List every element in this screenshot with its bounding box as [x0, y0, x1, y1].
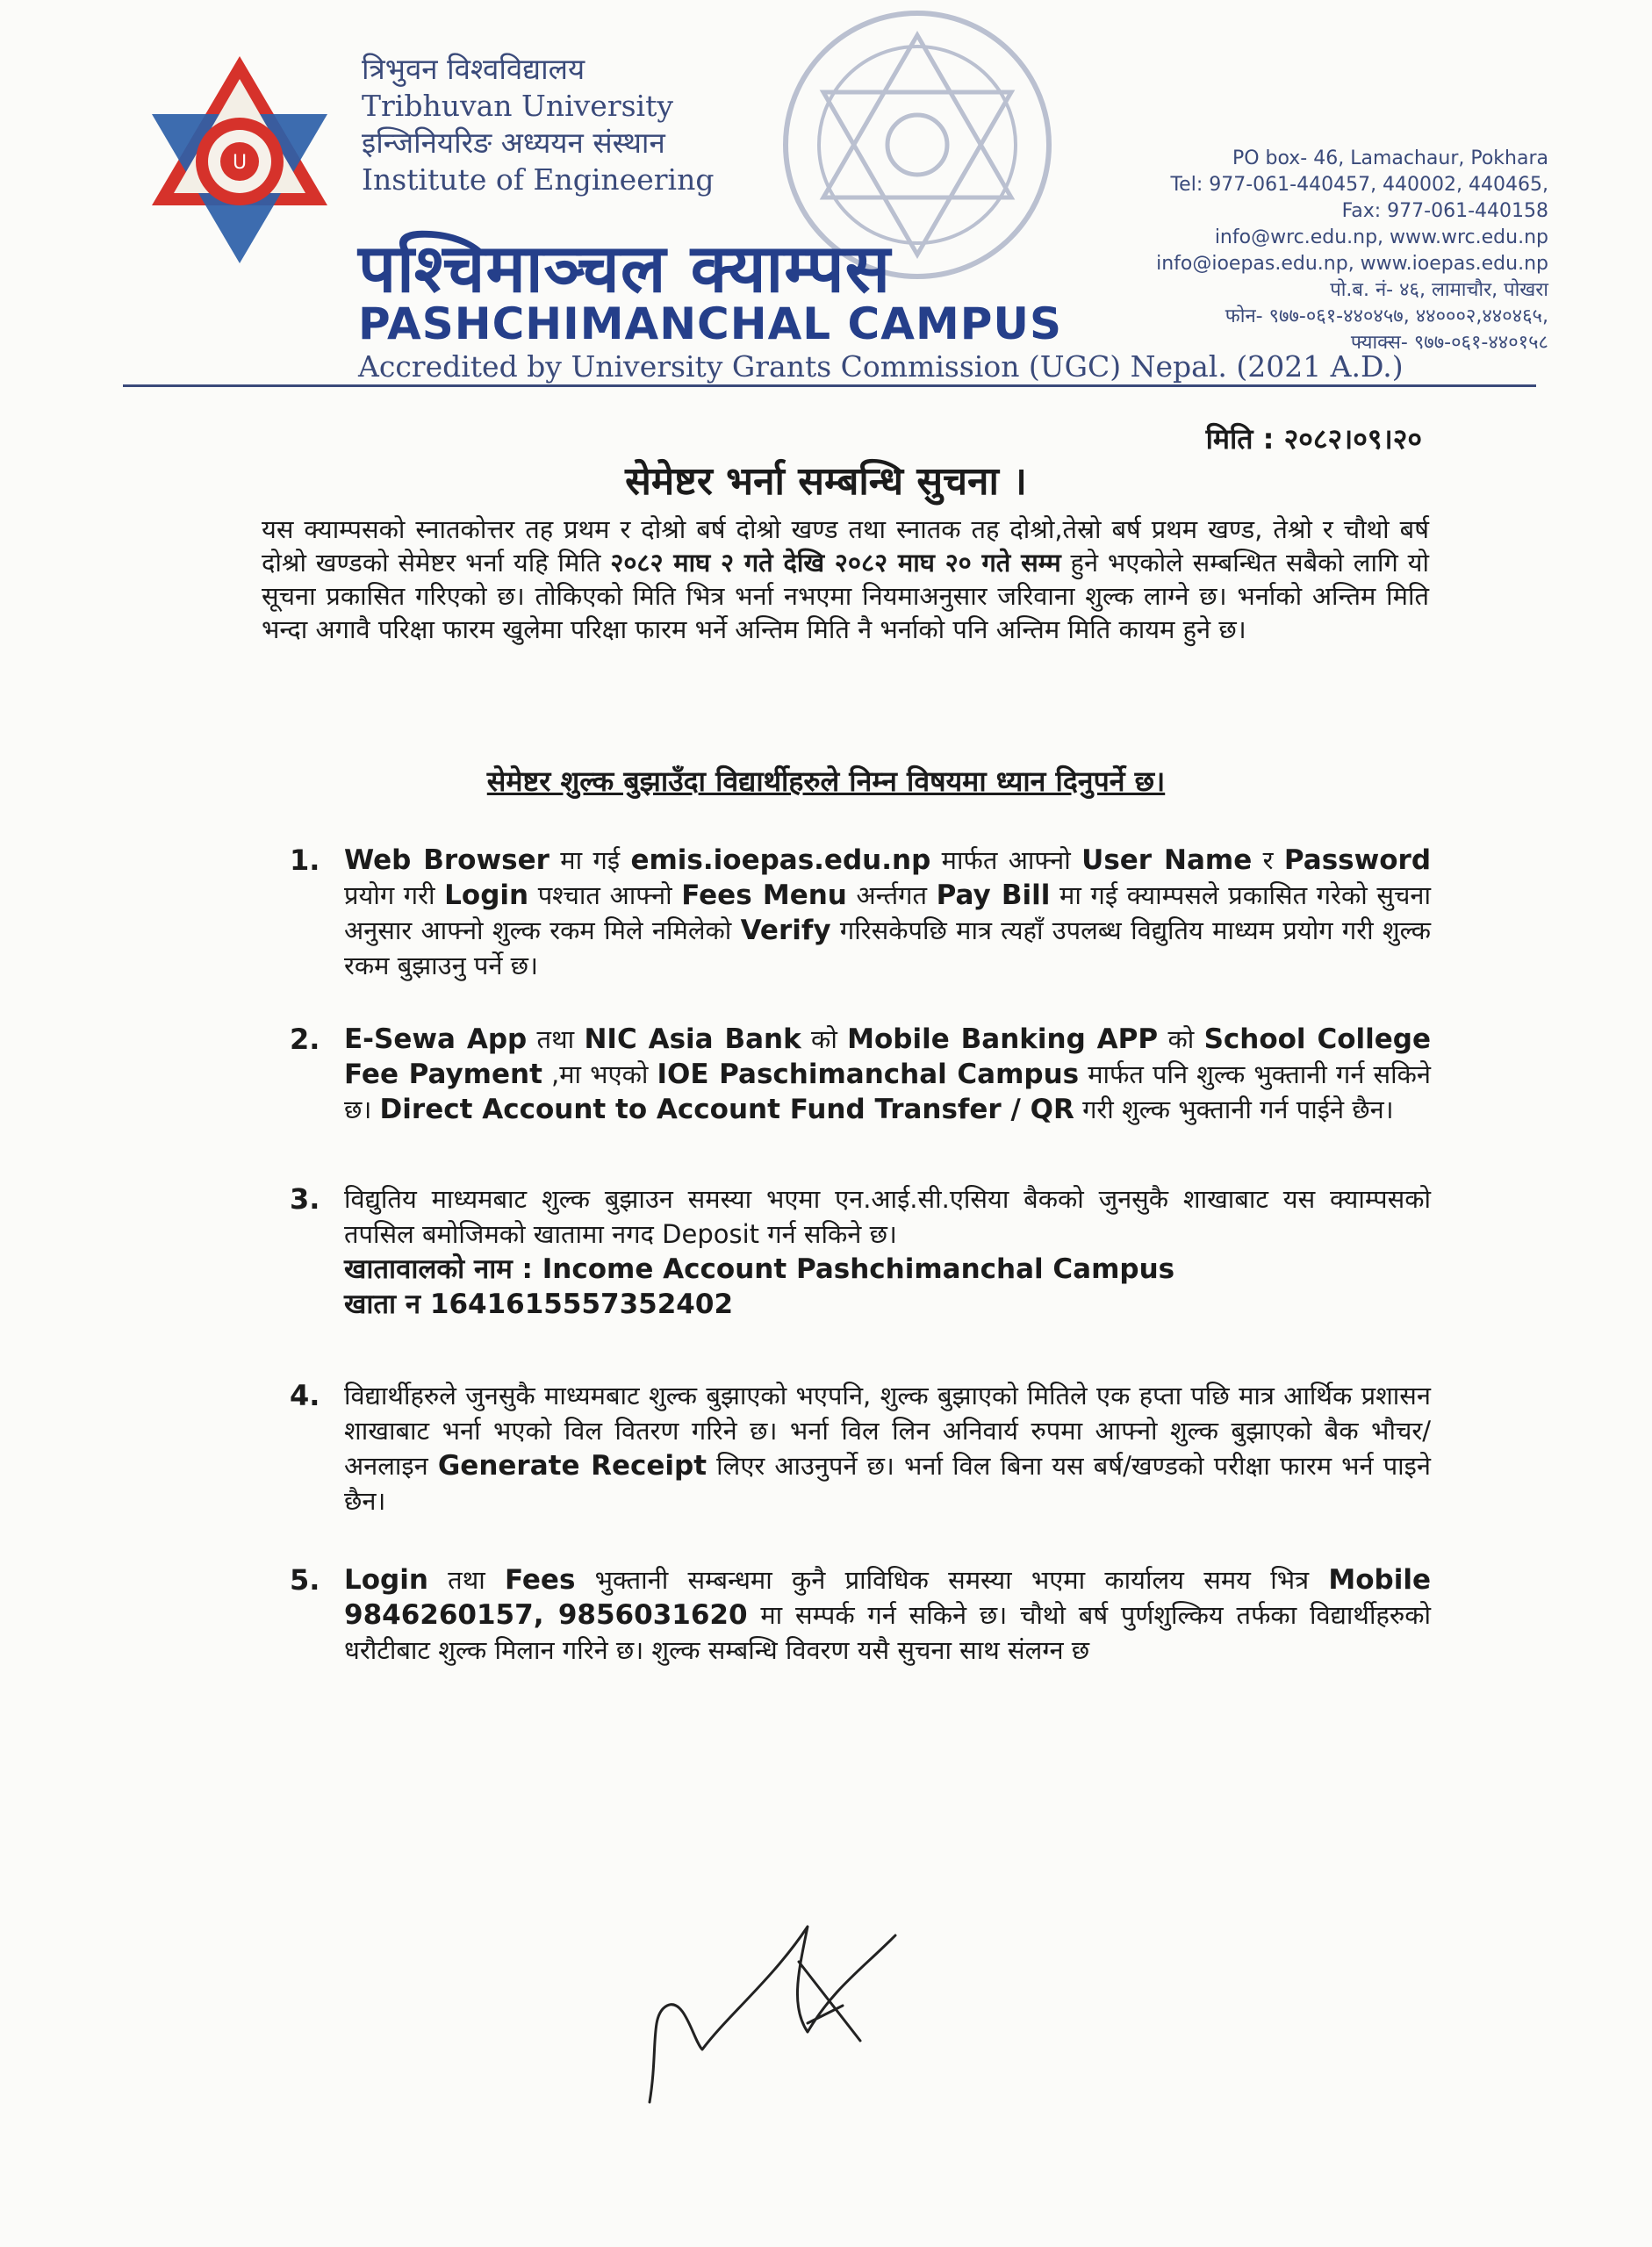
item-text: Password — [1283, 844, 1432, 876]
item-text: User Name — [1081, 844, 1253, 876]
item-text: विद्युतिय माध्यमबाट शुल्क बुझाउन समस्या भएमा एन.आई.सी.एसिया बैकको जुनसुकै शाखाबाट यस क्याम्पसको तपसिल बमोजिमको खातामा नगद Deposit गर्न सकिने छ। — [344, 1184, 1431, 1249]
campus-name-en: PASHCHIMANCHAL CAMPUS — [358, 298, 1062, 349]
account-number-value: 1641615557352402 — [429, 1289, 734, 1320]
item-text: मार्फत आफ्नो — [930, 845, 1082, 875]
item-text: मा सम्पर्क गर्न सकिने छ। चौथो बर्ष पुर्णशुल्किय तर्फका विद्यार्थीहरुको धरौटीबाट शुल्क मिलान गरिने छ। शुल्क सम्बन्धि विवरण यसै सुचना साथ संलग्न छ — [344, 1600, 1431, 1665]
intro-text: हुने भएकोले सम्बन्धित सबैको लागि यो सूचना प्रकासित गरिएको छ। तोकिएको मिति भित्र भर्ना नभएमा नियमाअनुसार जरिवाना शुल्क लाग्ने छ। भर्नाको अन्तिम मिति भन्दा अगावै परिक्षा फारम खुलेमा परिक्षा फारम भर्ने अन्तिम मिति नै भर्नाको पनि अन्तिम मिति कायम हुने छ। — [262, 548, 1429, 644]
contact-block — [1156, 146, 1548, 356]
item-text: Pay Bill — [936, 879, 1051, 911]
contact-line: info@wrc.edu.np, www.wrc.edu.np — [1214, 226, 1548, 248]
item-text: भुक्तानी सम्बन्धमा कुनै प्राविधिक समस्या भएमा कार्यालय समय भित्र — [575, 1565, 1329, 1595]
item-text: को — [801, 1024, 848, 1054]
account-name-label: खातावालको नाम : — [344, 1253, 542, 1285]
item-text: गरी शुल्क भुक्तानी गर्न पाईने छैन। — [1074, 1095, 1394, 1124]
item-text: प्रयोग गरी — [344, 880, 445, 910]
item-text: पश्चात आफ्नो — [528, 880, 682, 910]
item-text: Direct Account to Account Fund Transfer / QR — [379, 1094, 1074, 1125]
item-text: तथा — [427, 1565, 505, 1595]
list-item — [290, 843, 1431, 983]
item-text: मा गई — [549, 845, 631, 875]
item-number: 1. — [290, 844, 320, 877]
contact-line: info@ioepas.edu.np, www.ioepas.edu.np — [1156, 253, 1548, 275]
emis-link-text: emis.ioepas.edu.np — [630, 844, 931, 876]
accreditation-line: Accredited by University Grants Commission (UGC) Nepal. (2021 A.D.) — [358, 349, 1404, 384]
university-name-block — [362, 51, 818, 198]
intro-text: यस क्याम्पसको स्नातकोत्तर तह प्रथम र दोश्रो बर्ष दोश्रो खण्ड तथा स्नातक तह दोश्रो,तेस्रो बर्ष प्रथम खण्ड, तेश्रो र चौथो बर्ष दोश्रो खण्डको सेमेष्टर भर्ना यहि मिति — [262, 514, 1429, 578]
instructions-list — [290, 843, 1431, 1668]
item-text: Login — [444, 879, 529, 911]
item-text: Web Browser — [344, 844, 549, 876]
item-text: Mobile Banking APP — [847, 1023, 1159, 1055]
intro-date-range: २०८२ माघ २ गते देखि २०८२ माघ २० गते सम्म — [610, 548, 1061, 578]
instructions-heading: सेमेष्टर शुल्क बुझाउँदा विद्यार्थीहरुले निम्न विषयमा ध्यान दिनुपर्ने छ। — [486, 765, 1166, 798]
item-text: लिएर आउनुपर्ने छ। भर्ना विल बिना यस बर्ष/खण्डको परीक्षा फारम भर्न पाइने छैन। — [344, 1451, 1432, 1516]
list-item — [290, 1181, 1431, 1322]
account-name-value: Income Account Pashchimanchal Campus — [542, 1253, 1175, 1285]
item-text: Verify — [740, 915, 831, 946]
mobile-numbers: Mobile 9846260157, 9856031620 — [344, 1564, 1431, 1631]
list-item — [290, 1562, 1431, 1668]
item-text: र — [1252, 845, 1284, 875]
contact-line: Fax: 977-061-440158 — [1341, 200, 1548, 222]
item-text: E-Sewa App — [344, 1023, 528, 1055]
item-number: 3. — [290, 1182, 320, 1216]
item-text: Fees — [504, 1564, 576, 1596]
item-text: Generate Receipt — [437, 1450, 707, 1482]
contact-line: पो.ब. नं- ४६, लामाचौर, पोखरा — [1330, 279, 1548, 301]
institute-name-en: Institute of Engineering — [362, 162, 715, 197]
tribhuvan-university-logo — [147, 54, 332, 265]
contact-line: फोन- ९७७-०६१-४४०४५७, ४४०००२,४४०४६५, — [1225, 305, 1548, 327]
notice-date: मिति : २०८२।०९।२० — [1205, 422, 1422, 456]
notice-title: सेमेष्टर भर्ना सम्बन्धि सुचना । — [625, 459, 1027, 504]
header-divider — [123, 384, 1536, 387]
item-text: मार्फत पनि शुल्क भुक्तानी गर्न सकिने छ। — [344, 1059, 1431, 1124]
item-number: 2. — [290, 1023, 320, 1056]
item-text: विद्यार्थीहरुले जुनसुकै माध्यमबाट शुल्क बुझाएको भएपनि, शुल्क बुझाएको मितिले एक हप्ता पछि मात्र आर्थिक प्रशासन शाखाबाट भर्ना भएको विल वितरण गरिने छ। भर्ना विल लिन अनिवार्य रुपमा आफ्नो शुल्क बुझाएको बैक भौचर/अनलाइन — [344, 1381, 1431, 1481]
item-text: NIC Asia Bank — [584, 1023, 801, 1055]
item-text: तथा — [527, 1024, 585, 1054]
campus-name-np: पश्चिमाञ्चल क्याम्पस — [358, 229, 892, 307]
item-text: अर्न्तगत — [846, 880, 937, 910]
intro-paragraph — [262, 513, 1429, 646]
item-number: 4. — [290, 1379, 320, 1412]
item-text: Fees Menu — [681, 879, 847, 911]
signature — [632, 1909, 913, 2120]
contact-line: Tel: 977-061-440457, 440002, 440465, — [1170, 174, 1548, 196]
item-text: को — [1158, 1024, 1204, 1054]
list-item — [290, 1022, 1431, 1127]
item-text: गरिसकेपछि मात्र त्यहाँ उपलब्ध विद्युतिय माध्यम प्रयोग गरी शुल्क रकम बुझाउनु पर्ने छ। — [344, 915, 1431, 980]
item-text: Login — [344, 1564, 428, 1596]
list-item — [290, 1378, 1431, 1518]
institute-name-np: इन्जिनियरिङ अध्ययन संस्थान — [362, 126, 665, 160]
item-text: मा गई क्याम्पसले प्रकासित गरेको सुचना अनुसार आफ्नो शुल्क रकम मिले नमिलेको — [344, 880, 1432, 945]
account-number-line — [344, 1287, 1431, 1322]
university-name-en: Tribhuvan University — [362, 89, 673, 123]
svg-text:U: U — [232, 152, 248, 174]
contact-line: फ्याक्स- ९७७-०६१-४४०१५८ — [1350, 332, 1548, 354]
item-text: ,मा भएको — [542, 1059, 657, 1089]
university-name-np: त्रिभुवन विश्वविद्यालय — [362, 52, 585, 86]
contact-line: PO box- 46, Lamachaur, Pokhara — [1232, 147, 1548, 169]
account-name-line — [344, 1252, 1431, 1287]
item-text: School College Fee Payment — [344, 1023, 1431, 1090]
account-number-label: खाता न — [344, 1289, 430, 1320]
item-text: IOE Paschimanchal Campus — [657, 1059, 1080, 1090]
item-number: 5. — [290, 1563, 320, 1597]
